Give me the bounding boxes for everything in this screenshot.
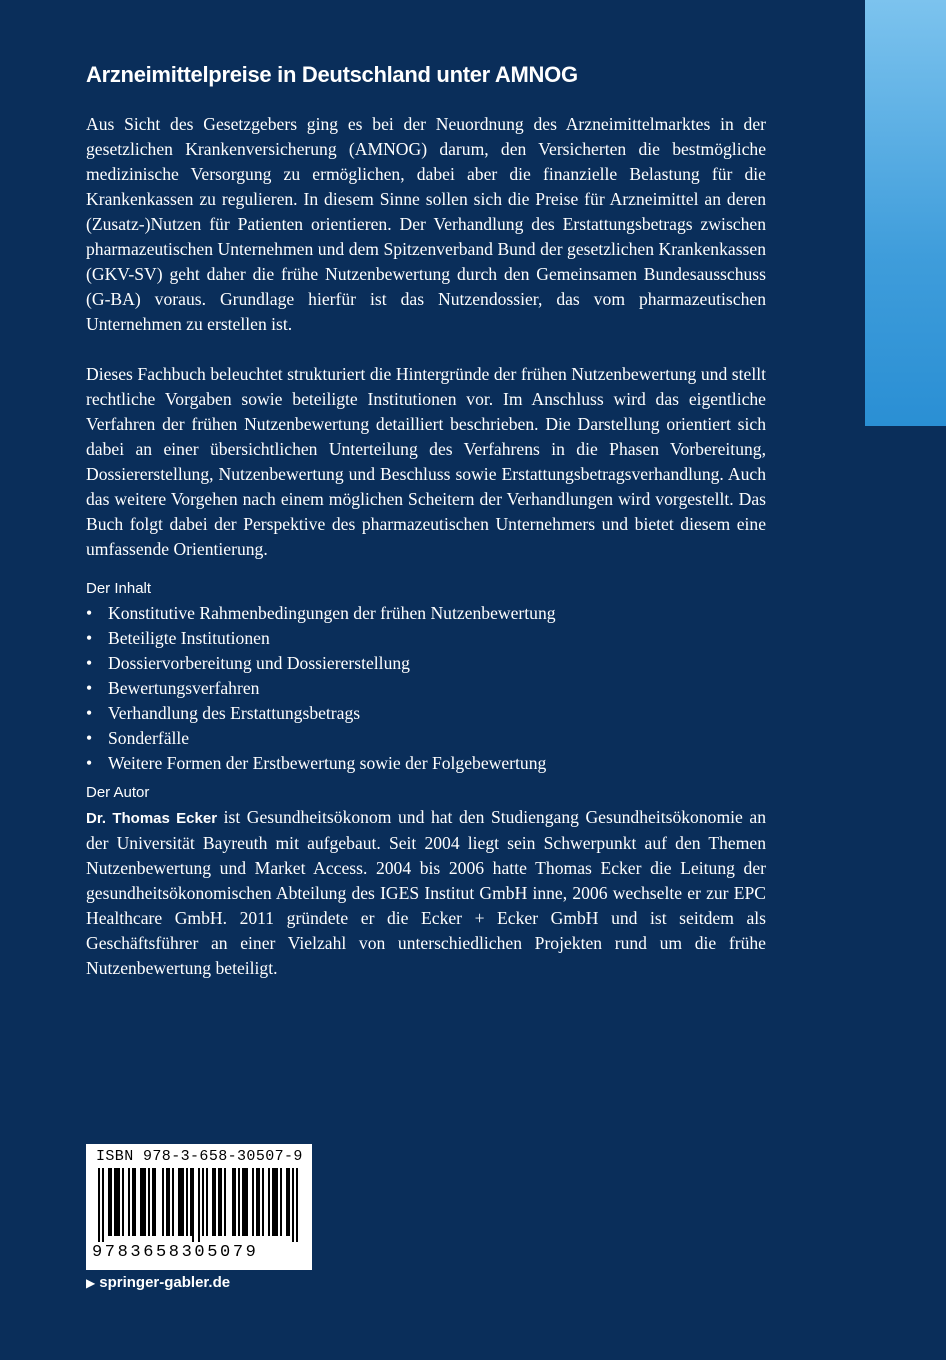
barcode-bar xyxy=(128,1168,130,1236)
barcode-bar xyxy=(166,1168,168,1236)
barcode-bar xyxy=(122,1168,124,1236)
barcode-bar xyxy=(114,1168,116,1236)
barcode-bar xyxy=(152,1168,154,1236)
barcode-bar xyxy=(182,1168,184,1236)
barcode-bar xyxy=(252,1168,254,1236)
list-item: • Sonderfälle xyxy=(86,726,766,751)
barcode-bar xyxy=(134,1168,136,1236)
description-paragraph-1: Aus Sicht des Gesetzgebers ging es bei der Neuordnung des Arzneimittelmarktes in der gesetzlichen Krankenversicherung (AMNOG) darum, den Versicherten die bestmögliche medizinische Versorgung zu ermöglichen, dabei aber die finanzielle Belastung für die Krankenkassen zu regulieren. In diesem Sinne sollen sich die Preise für Arzneimittel an deren (Zusatz-)Nutzen für Patienten orientieren. Der Verhandlung des Erstattungsbetrags zwischen pharmazeutischen Unternehmen und dem Spitzenverband Bund der gesetzlichen Krankenkassen (GKV-SV) geht daher die frühe Nutzenbewertung durch den Gemeinsamen Bundesausschuss (G-BA) voraus. Grundlage hierfür ist das Nutzendossier, das vom pharmazeutischen Unternehmen zu erstellen ist. xyxy=(86,114,766,335)
barcode-bar xyxy=(218,1168,220,1236)
barcode-bar xyxy=(102,1168,104,1242)
barcode-bar xyxy=(154,1168,156,1236)
barcode-bar xyxy=(234,1168,236,1236)
barcode-bar xyxy=(178,1168,180,1236)
barcode-bar xyxy=(280,1168,282,1236)
barcode-bar xyxy=(108,1168,110,1236)
list-item: • Weitere Formen der Erstbewertung sowie der Folgebewertung xyxy=(86,751,766,776)
publisher-link[interactable] xyxy=(86,1274,230,1291)
barcode-bar xyxy=(110,1168,112,1236)
barcode-bar xyxy=(192,1168,194,1242)
barcode-bar xyxy=(168,1168,170,1236)
barcode-bar xyxy=(142,1168,144,1236)
book-title: Arzneimittelpreise in Deutschland unter AMNOG xyxy=(86,62,578,87)
list-item: • Bewertungsverfahren xyxy=(86,676,766,701)
barcode-bars xyxy=(98,1168,300,1242)
barcode-bar xyxy=(202,1168,204,1236)
barcode-bar xyxy=(296,1168,298,1242)
barcode-bar xyxy=(198,1168,200,1242)
barcode-bar xyxy=(274,1168,276,1236)
barcode-bar xyxy=(238,1168,240,1236)
barcode-bar xyxy=(162,1168,164,1236)
description-paragraph-2: Dieses Fachbuch beleuchtet strukturiert die Hintergründe der frühen Nutzenbewertung und stellt rechtliche Vorgaben sowie beteiligte Institutionen vor. Im Anschluss wird das eigentliche Verfahren der frühen Nutzenbewertung detailliert beschrieben. Die Darstellung orientiert sich dabei an einer übersichtlichen Unterteilung des Verfahrens in die Phasen Vorbereitung, Dossiererstellung, Nutzenbewertung und Beschluss sowie Erstattungsbetragsverhandlung. Auch das weitere Vorgehen nach einem möglichen Scheitern der Verhandlungen wird vorgestellt. Das Buch folgt dabei der Perspektive des pharmazeutischen Unternehmers und bietet diesem eine umfassende Orientierung. xyxy=(86,364,766,560)
contents-list xyxy=(86,601,766,776)
contents-heading: Der Inhalt xyxy=(86,580,152,598)
barcode-bar xyxy=(262,1168,264,1236)
barcode-bar xyxy=(258,1168,260,1236)
barcode-bar xyxy=(292,1168,294,1242)
list-item: • Beteiligte Institutionen xyxy=(86,626,766,651)
isbn-barcode xyxy=(86,1144,312,1270)
barcode-bar xyxy=(214,1168,216,1236)
arrow-right-icon: ▶ xyxy=(86,1275,96,1290)
isbn-label: ISBN 978-3-658-30507-9 xyxy=(96,1148,303,1165)
barcode-bar xyxy=(220,1168,222,1236)
barcode-bar xyxy=(242,1168,244,1236)
barcode-bar xyxy=(206,1168,208,1236)
author-bio xyxy=(86,805,766,981)
back-cover-text xyxy=(86,62,766,981)
barcode-bar xyxy=(172,1168,174,1236)
author-name: Dr. Thomas Ecker xyxy=(86,810,218,828)
author-bio-text: ist Gesundheitsökonom und hat den Studiengang Gesundheitsökonomie an der Universität Bayreuth mit aufgebaut. Seit 2004 liegt sein Schwerpunkt auf den Themen Nutzenbewertung und Market Access. 2004 bis 2006 hatte Thomas Ecker die Leitung der gesundheitsökonomischen Abteilung des IGES Institut GmbH inne, 2006 wechselte er zur EPC Healthcare GmbH. 2011 gründete er die Ecker + Ecker GmbH und ist seitdem als Geschäftsführer an einer Vielzahl von unterschiedlichen Projekten rund um die frühe Nutzenbewertung beteiligt. xyxy=(86,807,766,979)
barcode-bar xyxy=(246,1168,248,1236)
list-item: • Verhandlung des Erstattungsbetrags xyxy=(86,701,766,726)
barcode-bar xyxy=(272,1168,274,1236)
barcode-bar xyxy=(144,1168,146,1236)
barcode-bar xyxy=(224,1168,226,1236)
barcode-bar xyxy=(180,1168,182,1236)
barcode-bar xyxy=(212,1168,214,1236)
barcode-bar xyxy=(232,1168,234,1236)
barcode-bar xyxy=(244,1168,246,1236)
barcode-bar xyxy=(276,1168,278,1236)
barcode-bar xyxy=(140,1168,142,1236)
barcode-digits: 9783658305079 xyxy=(92,1243,259,1262)
barcode-bar xyxy=(286,1168,288,1236)
barcode-bar xyxy=(132,1168,134,1236)
barcode-bar xyxy=(98,1168,100,1242)
publisher-url: springer-gabler.de xyxy=(99,1274,231,1291)
accent-stripe xyxy=(865,0,946,426)
barcode-bar xyxy=(268,1168,270,1236)
barcode-bar xyxy=(256,1168,258,1236)
barcode-bar xyxy=(116,1168,118,1236)
author-heading: Der Autor xyxy=(86,784,150,802)
list-item: • Dossiervorbereitung und Dossiererstellung xyxy=(86,651,766,676)
list-item: • Konstitutive Rahmenbedingungen der frühen Nutzenbewertung xyxy=(86,601,766,626)
barcode-bar xyxy=(288,1168,290,1236)
barcode-bar xyxy=(148,1168,150,1236)
barcode-bar xyxy=(186,1168,188,1236)
barcode-bar xyxy=(118,1168,120,1236)
barcode-bar xyxy=(190,1168,192,1236)
